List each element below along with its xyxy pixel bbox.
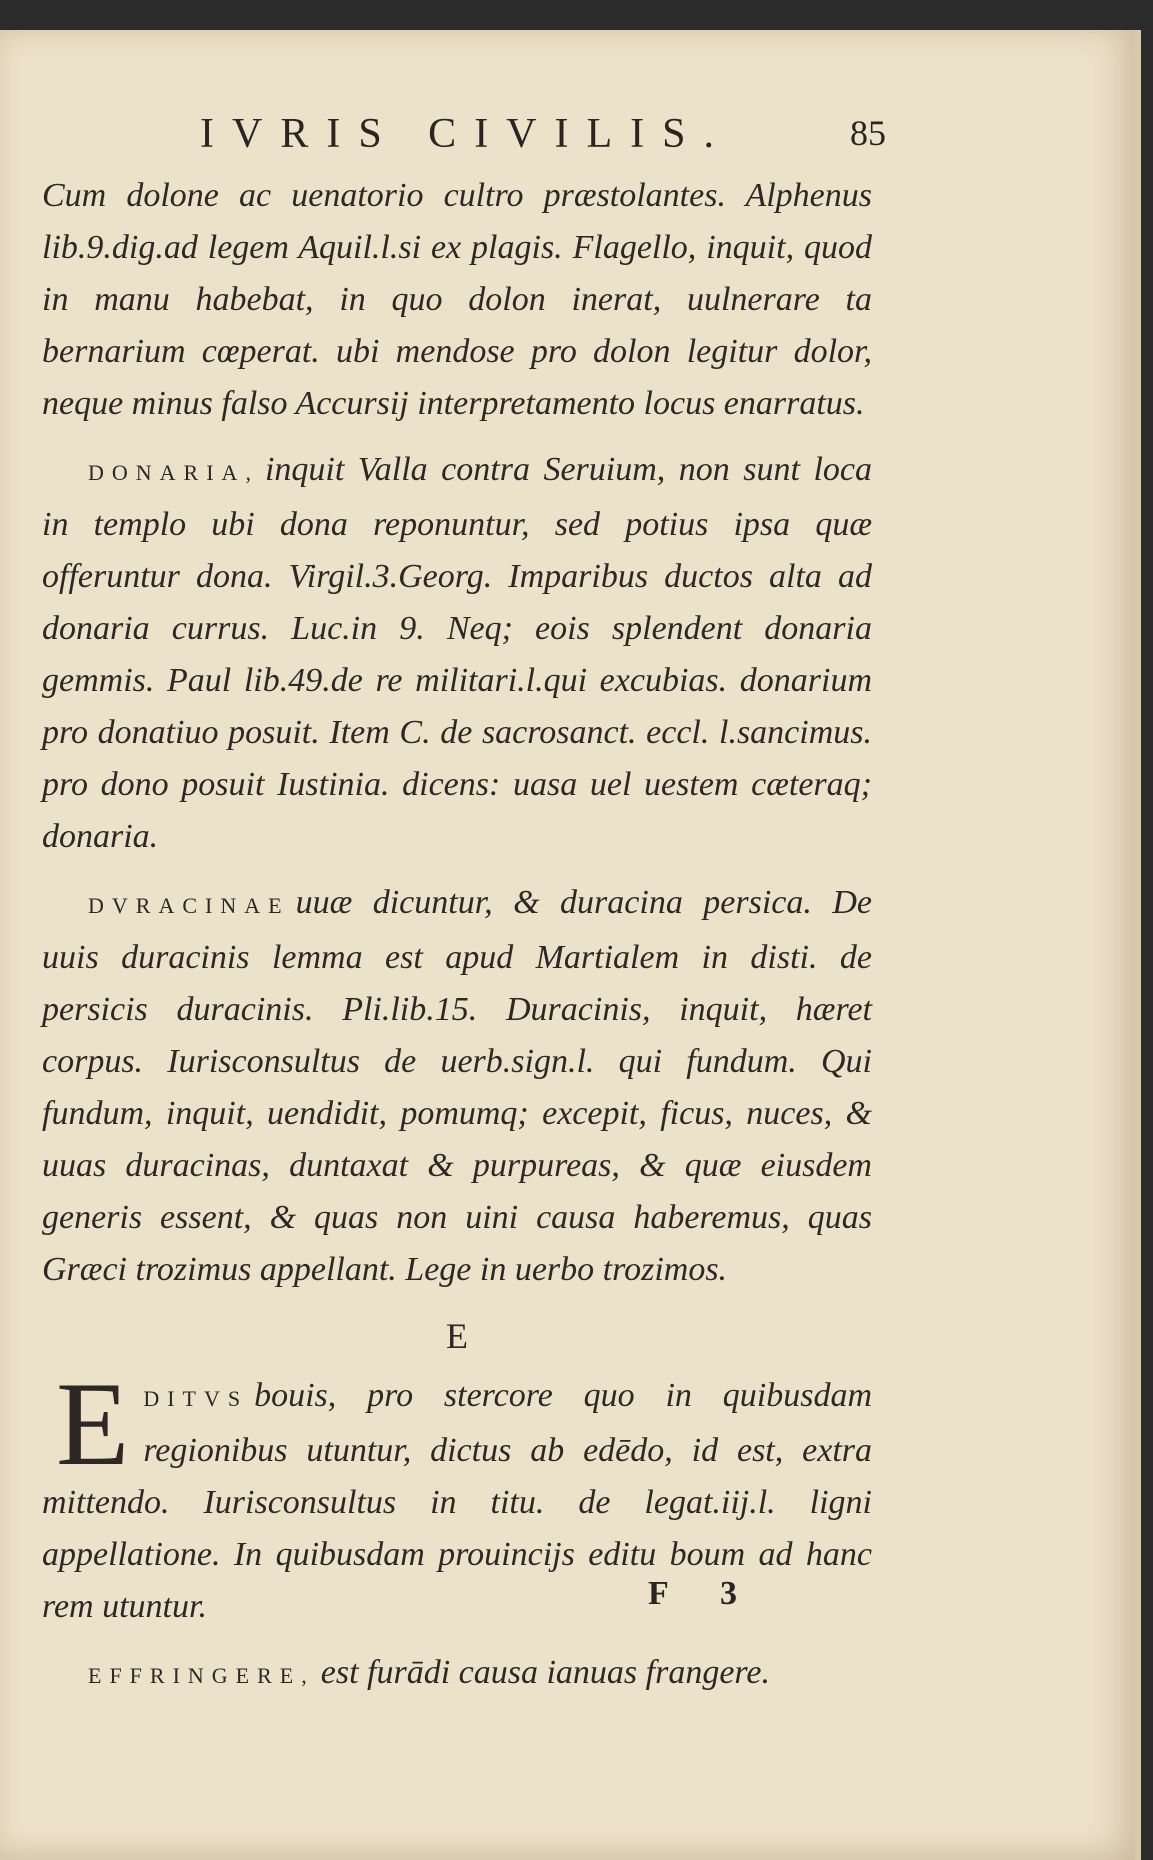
running-title: IVRIS CIVILIS. (200, 111, 732, 157)
entry-headword: DVRACINAE (88, 893, 290, 918)
paragraph-cum-dolone: Cum dolone ac uenatorio cultro præstolantes. Alphenus lib.9.dig.ad legem Aquil.l.si ex plagis. Flagello, inquit, quod in manu habebat, in quo dolon inerat, uulnerare ta bernarium cœperat. ubi mendose pro dolon legitur dolor, neque minus falso Accursij interpretamento locus enarratus. (42, 177, 872, 422)
page-body (42, 170, 872, 1716)
entry-effringere (42, 1647, 872, 1702)
entry-donaria (42, 444, 872, 863)
entry-duracinae (42, 877, 872, 1296)
entry-headword: DITVS (143, 1386, 249, 1411)
signature-mark: F 3 (648, 1575, 760, 1612)
entry-text: est furādi causa ianuas frangere. (320, 1654, 770, 1691)
entry-text: bouis, pro stercore quo in quibusdam regionibus utuntur, dictus ab edēdo, id est, extra mittendo. Iurisconsultus in titu. de legat.iij.l. ligni appellatione. In quibusdam prouincijs editu boum ad hanc rem utuntur. (42, 1377, 872, 1625)
entry-headword: DONARIA, (88, 460, 259, 485)
entry-headword: EFFRINGERE, (88, 1663, 315, 1688)
entry-text: inquit Valla contra Seruium, non sunt loca in templo ubi dona reponuntur, sed potius ipsa quæ offeruntur dona. Virgil.3.Georg. Imparibus ductos alta ad donaria currus. Luc.in 9. Neq; eois splendent donaria gemmis. Paul lib.49.de re militari.l.qui excubias. donarium pro donatiuo posuit. Item C. de sacrosanct. eccl. l.sancimus. pro dono posuit Iustinia. dicens: uasa uel uestem cæteraq; donaria. (42, 451, 872, 855)
entry-text: uuæ dicuntur, & duracina persica. De uuis duracinis lemma est apud Martialem in disti. de persicis duracinis. Pli.lib.15. Duracinis, inquit, hæret corpus. Iurisconsultus de uerb.sign.l. qui fundum. Qui fundum, inquit, uendidit, pomumq; excepit, ficus, nuces, & uuas duracinas, duntaxat & purpureas, & quæ eiusdem generis essent, & quas non uini causa haberemus, quas Græci trozimus appellant. Lege in uerbo trozimos. (42, 884, 872, 1288)
section-letter: E (446, 1316, 468, 1356)
drop-cap: E (56, 1357, 130, 1490)
folio-number: 85 (850, 113, 886, 153)
